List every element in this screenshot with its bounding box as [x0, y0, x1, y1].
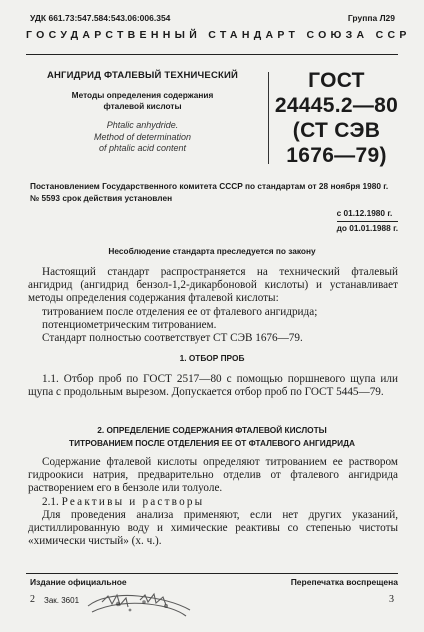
sev-label: (СТ СЭВ	[292, 119, 381, 142]
compliance-paragraph: Стандарт полностью соответствует СТ СЭВ 1676—79.	[42, 332, 303, 345]
section-1-heading: 1. ОТБОР ПРОБ	[179, 353, 245, 363]
bottom-rule	[26, 573, 398, 574]
page-number-left: 2	[30, 594, 35, 605]
title-divider	[268, 72, 269, 164]
standard-title: АНГИДРИД ФТАЛЕВЫЙ ТЕХНИЧЕСКИЙ	[46, 70, 239, 81]
standard-banner: ГОСУДАРСТВЕННЫЙ СТАНДАРТ СОЮЗА ССР	[26, 29, 411, 41]
english-line-2: Method of determination	[93, 131, 192, 142]
subsection-number: 2.1.	[42, 495, 59, 508]
subsection-title: Реактивы и растворы	[61, 495, 205, 508]
gost-number-block	[274, 68, 399, 168]
english-line-3: of phtalic acid content	[98, 143, 187, 153]
intro-paragraph: Настоящий стандарт распространяется на технический фталевый ангидрид (ангидрид бензол-1,2-дикарбоновой кислоты) и устанавливает методы определения содержания фталевой кислоты:	[28, 266, 398, 305]
gost-label: ГОСТ	[308, 69, 365, 92]
date-from: с 01.12.1980 г.	[337, 207, 398, 222]
group-code: Группа Л29	[347, 13, 395, 23]
sev-number: 1676—79)	[286, 144, 387, 167]
gost-number: 24445.2—80	[274, 94, 399, 117]
section-1-paragraph: 1.1. Отбор проб по ГОСТ 2517—80 с помощью поршневого щупа или щупа с продольным вырезом. Допускается отбор проб по ГОСТ 5445—79.	[28, 373, 398, 399]
order-number: Зак. 3601	[44, 596, 80, 605]
section-2-heading-line-1: 2. ОПРЕДЕЛЕНИЕ СОДЕРЖАНИЯ ФТАЛЕВОЙ КИСЛОТЫ	[97, 425, 327, 435]
library-stamp	[78, 584, 198, 624]
validity-dates	[337, 207, 398, 234]
title-block	[40, 70, 245, 155]
subtitle-line-1: Методы определения содержания	[71, 90, 214, 100]
subtitle-line-2: фталевой кислоты	[103, 101, 182, 111]
section-2-body	[28, 456, 398, 548]
subsection-2-1-heading	[28, 496, 398, 509]
section-2-heading	[20, 424, 404, 449]
intro-section	[28, 266, 398, 345]
section-2-paragraph: Содержание фталевой кислоты определяют титрованием ее раствором гидроокиси натрия, предварительно отделив от фталевого ангидрида растворением его в бензоле или толуоле.	[28, 456, 398, 495]
section-2-heading-line-2: ТИТРОВАНИЕМ ПОСЛЕ ОТДЕЛЕНИЯ ЕЕ ОТ ФТАЛЕВОГО АНГИДРИДА	[69, 437, 355, 448]
edition-note: Издание официальное	[30, 577, 127, 587]
decree-text: Постановлением Государственного комитета СССР по стандартам от 28 ноября 1980 г. № 5593 срок действия установлен	[30, 181, 389, 203]
method-item: потенциометрическим титрованием.	[42, 318, 217, 331]
legal-notice: Несоблюдение стандарта преследуется по закону	[108, 246, 316, 256]
reprint-note: Перепечатка воспрещена	[290, 577, 398, 587]
page-number-right: 3	[389, 594, 394, 605]
reagents-paragraph: Для проведения анализа применяют, если нет других указаний, дистиллированную воду и химические реактивы со степенью чистоты «химически чистый» (х. ч.).	[28, 508, 398, 548]
top-rule	[26, 54, 398, 55]
standard-subtitle	[40, 90, 245, 112]
english-title	[40, 120, 245, 155]
method-item: титрованием после отделения ее от фталевого ангидрида;	[42, 305, 318, 318]
udk-code: УДК 661.73:547.584:543.06:006.354	[30, 13, 171, 23]
date-to: до 01.01.1988 г.	[336, 222, 398, 233]
english-line-1: Phtalic anhydride.	[106, 120, 179, 130]
